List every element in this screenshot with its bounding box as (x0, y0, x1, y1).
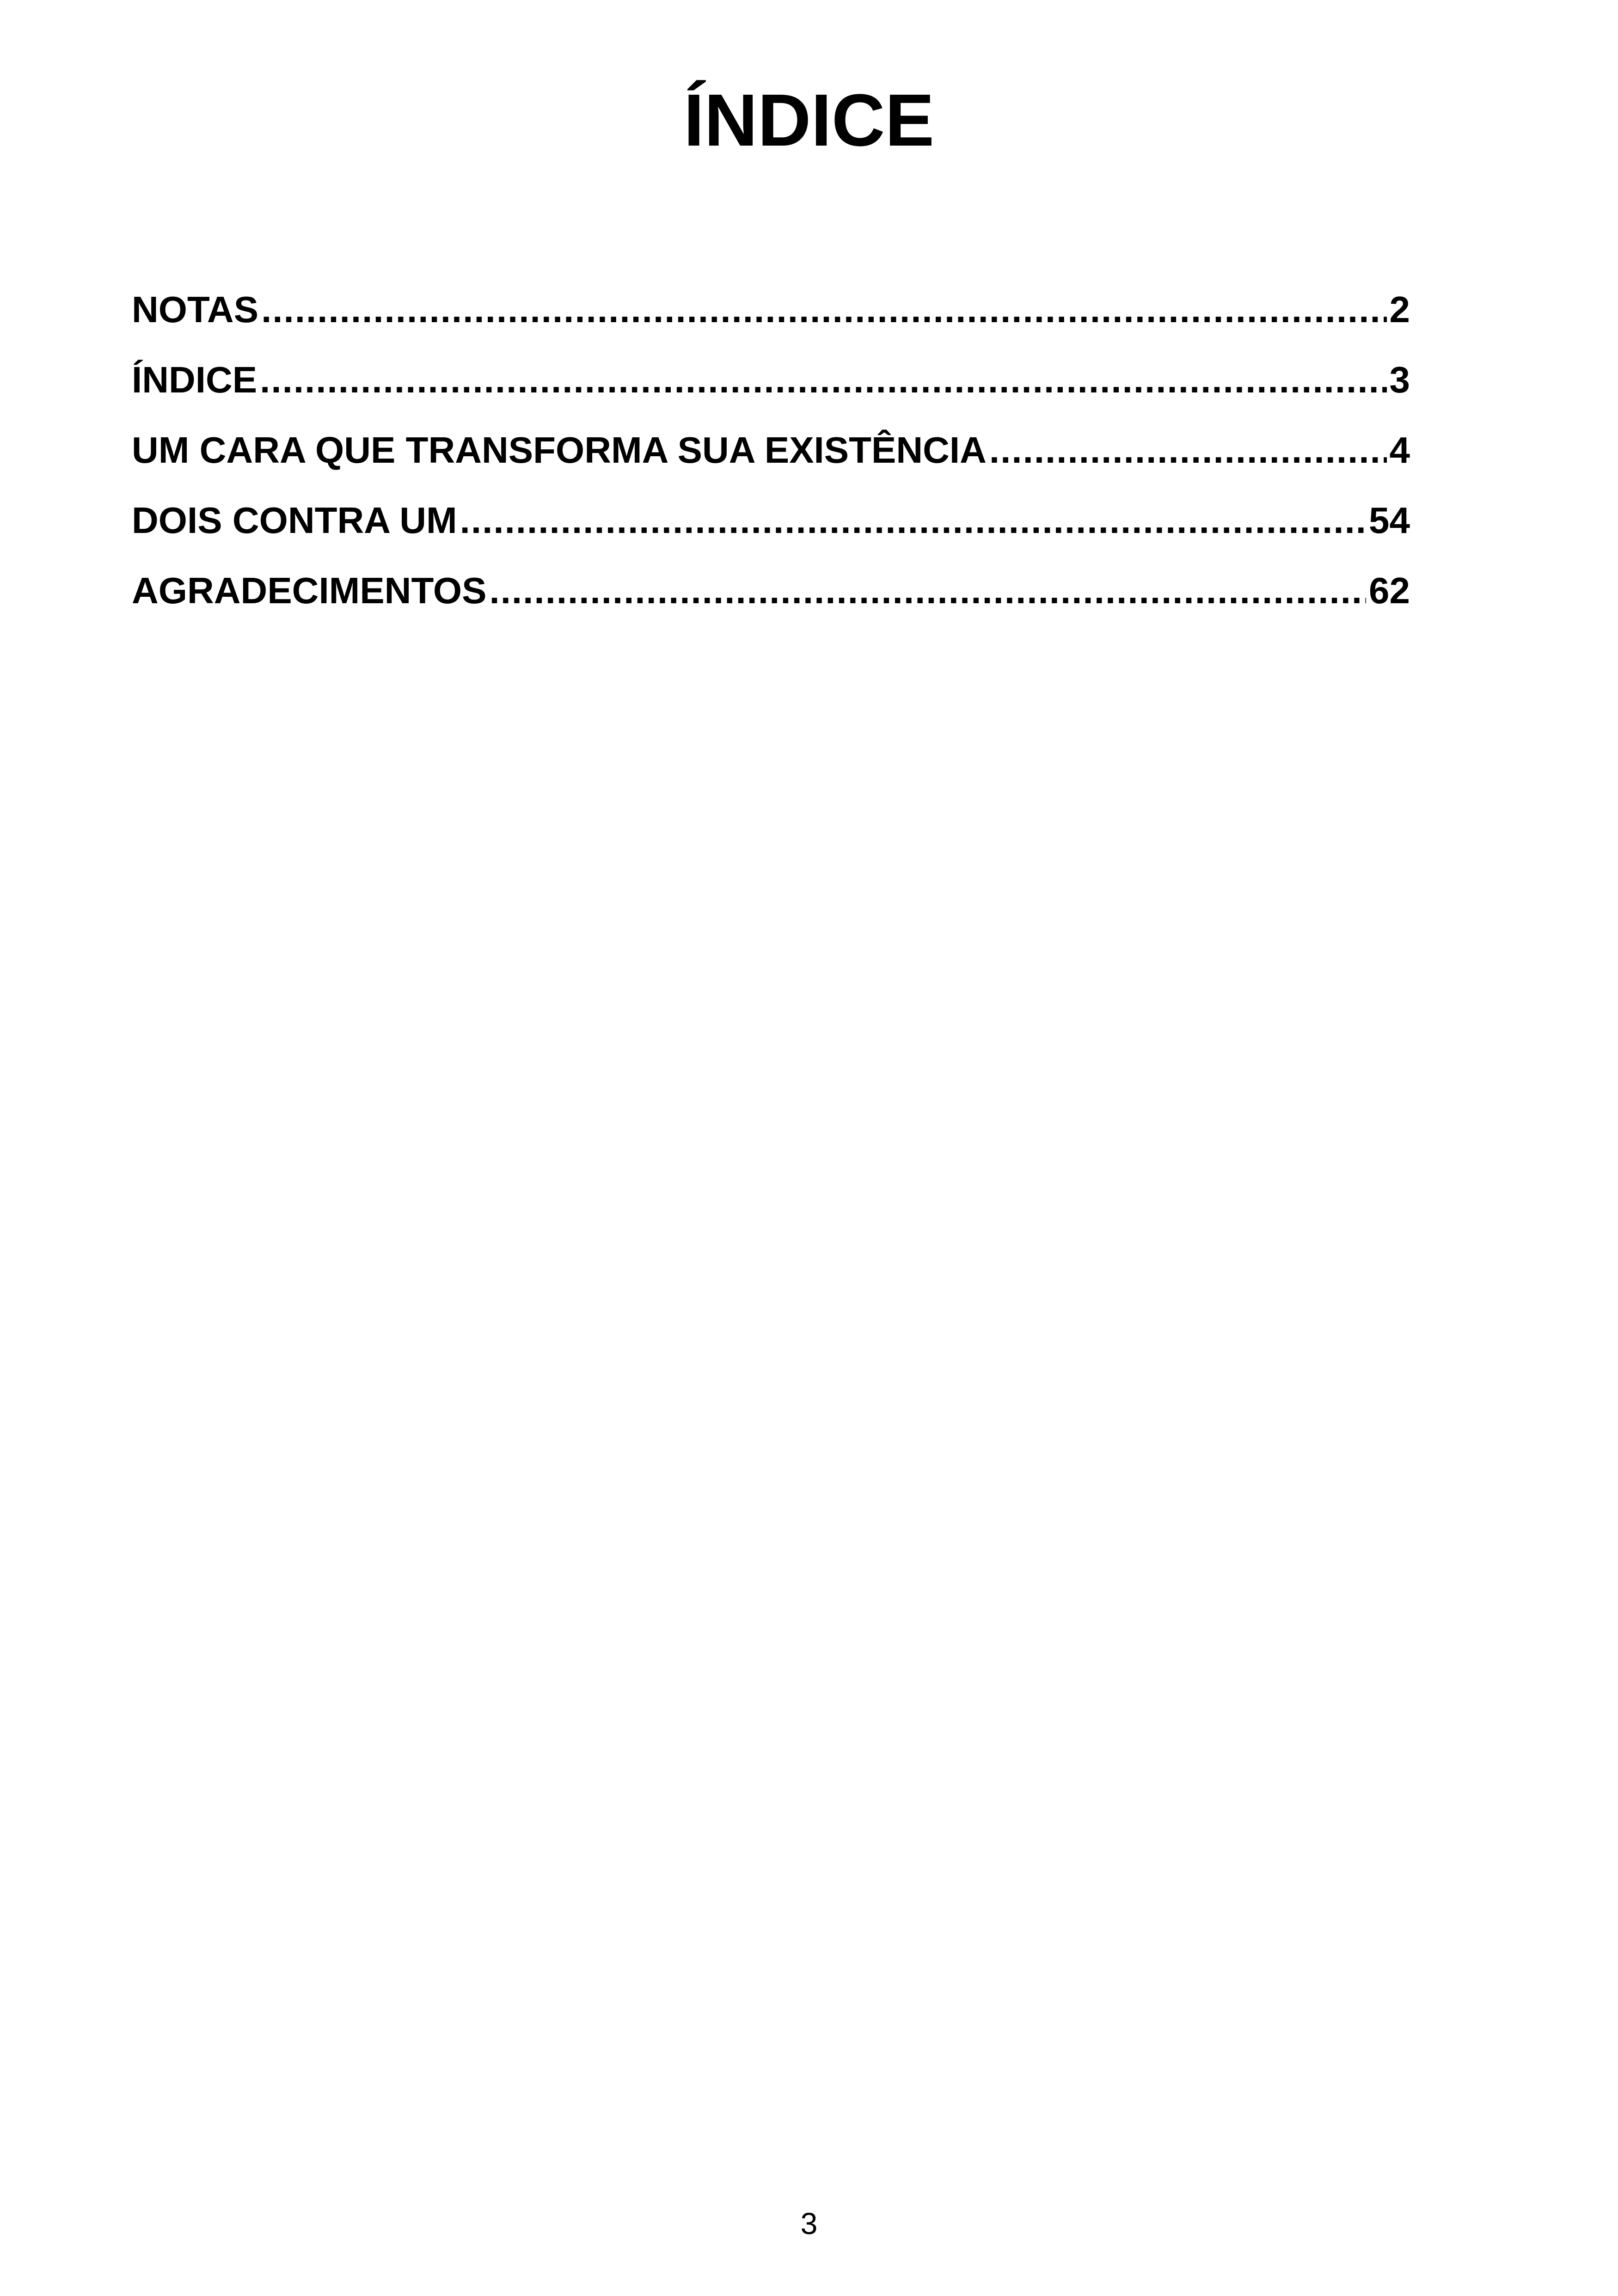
toc-dot-leader (989, 427, 1387, 473)
toc-entry-notas[interactable] (132, 287, 1410, 357)
toc-dot-leader (460, 497, 1366, 544)
page-title: ÍNDICE (683, 79, 935, 161)
toc-entry-page: 4 (1389, 429, 1410, 471)
toc-entry-label: AGRADECIMENTOS (132, 570, 487, 611)
toc-entry-label: NOTAS (132, 289, 259, 330)
page-number: 3 (800, 2206, 818, 2241)
toc-entry-page: 2 (1389, 289, 1410, 330)
toc-entry-label: UM CARA QUE TRANSFORMA SUA EXISTÊNCIA (132, 429, 987, 471)
table-of-contents (132, 287, 1410, 638)
toc-entry-page: 54 (1369, 500, 1410, 541)
toc-entry-dois-contra-um[interactable] (132, 497, 1410, 568)
toc-entry-um-cara[interactable] (132, 427, 1410, 497)
toc-entry-label: ÍNDICE (132, 359, 257, 400)
toc-entry-indice[interactable] (132, 357, 1410, 427)
toc-dot-leader (261, 287, 1386, 333)
toc-entry-label: DOIS CONTRA UM (132, 500, 457, 541)
toc-entry-page: 3 (1389, 359, 1410, 400)
toc-entry-agradecimentos[interactable] (132, 568, 1410, 638)
toc-dot-leader (489, 568, 1366, 614)
toc-entry-page: 62 (1369, 570, 1410, 611)
toc-dot-leader (260, 357, 1386, 403)
